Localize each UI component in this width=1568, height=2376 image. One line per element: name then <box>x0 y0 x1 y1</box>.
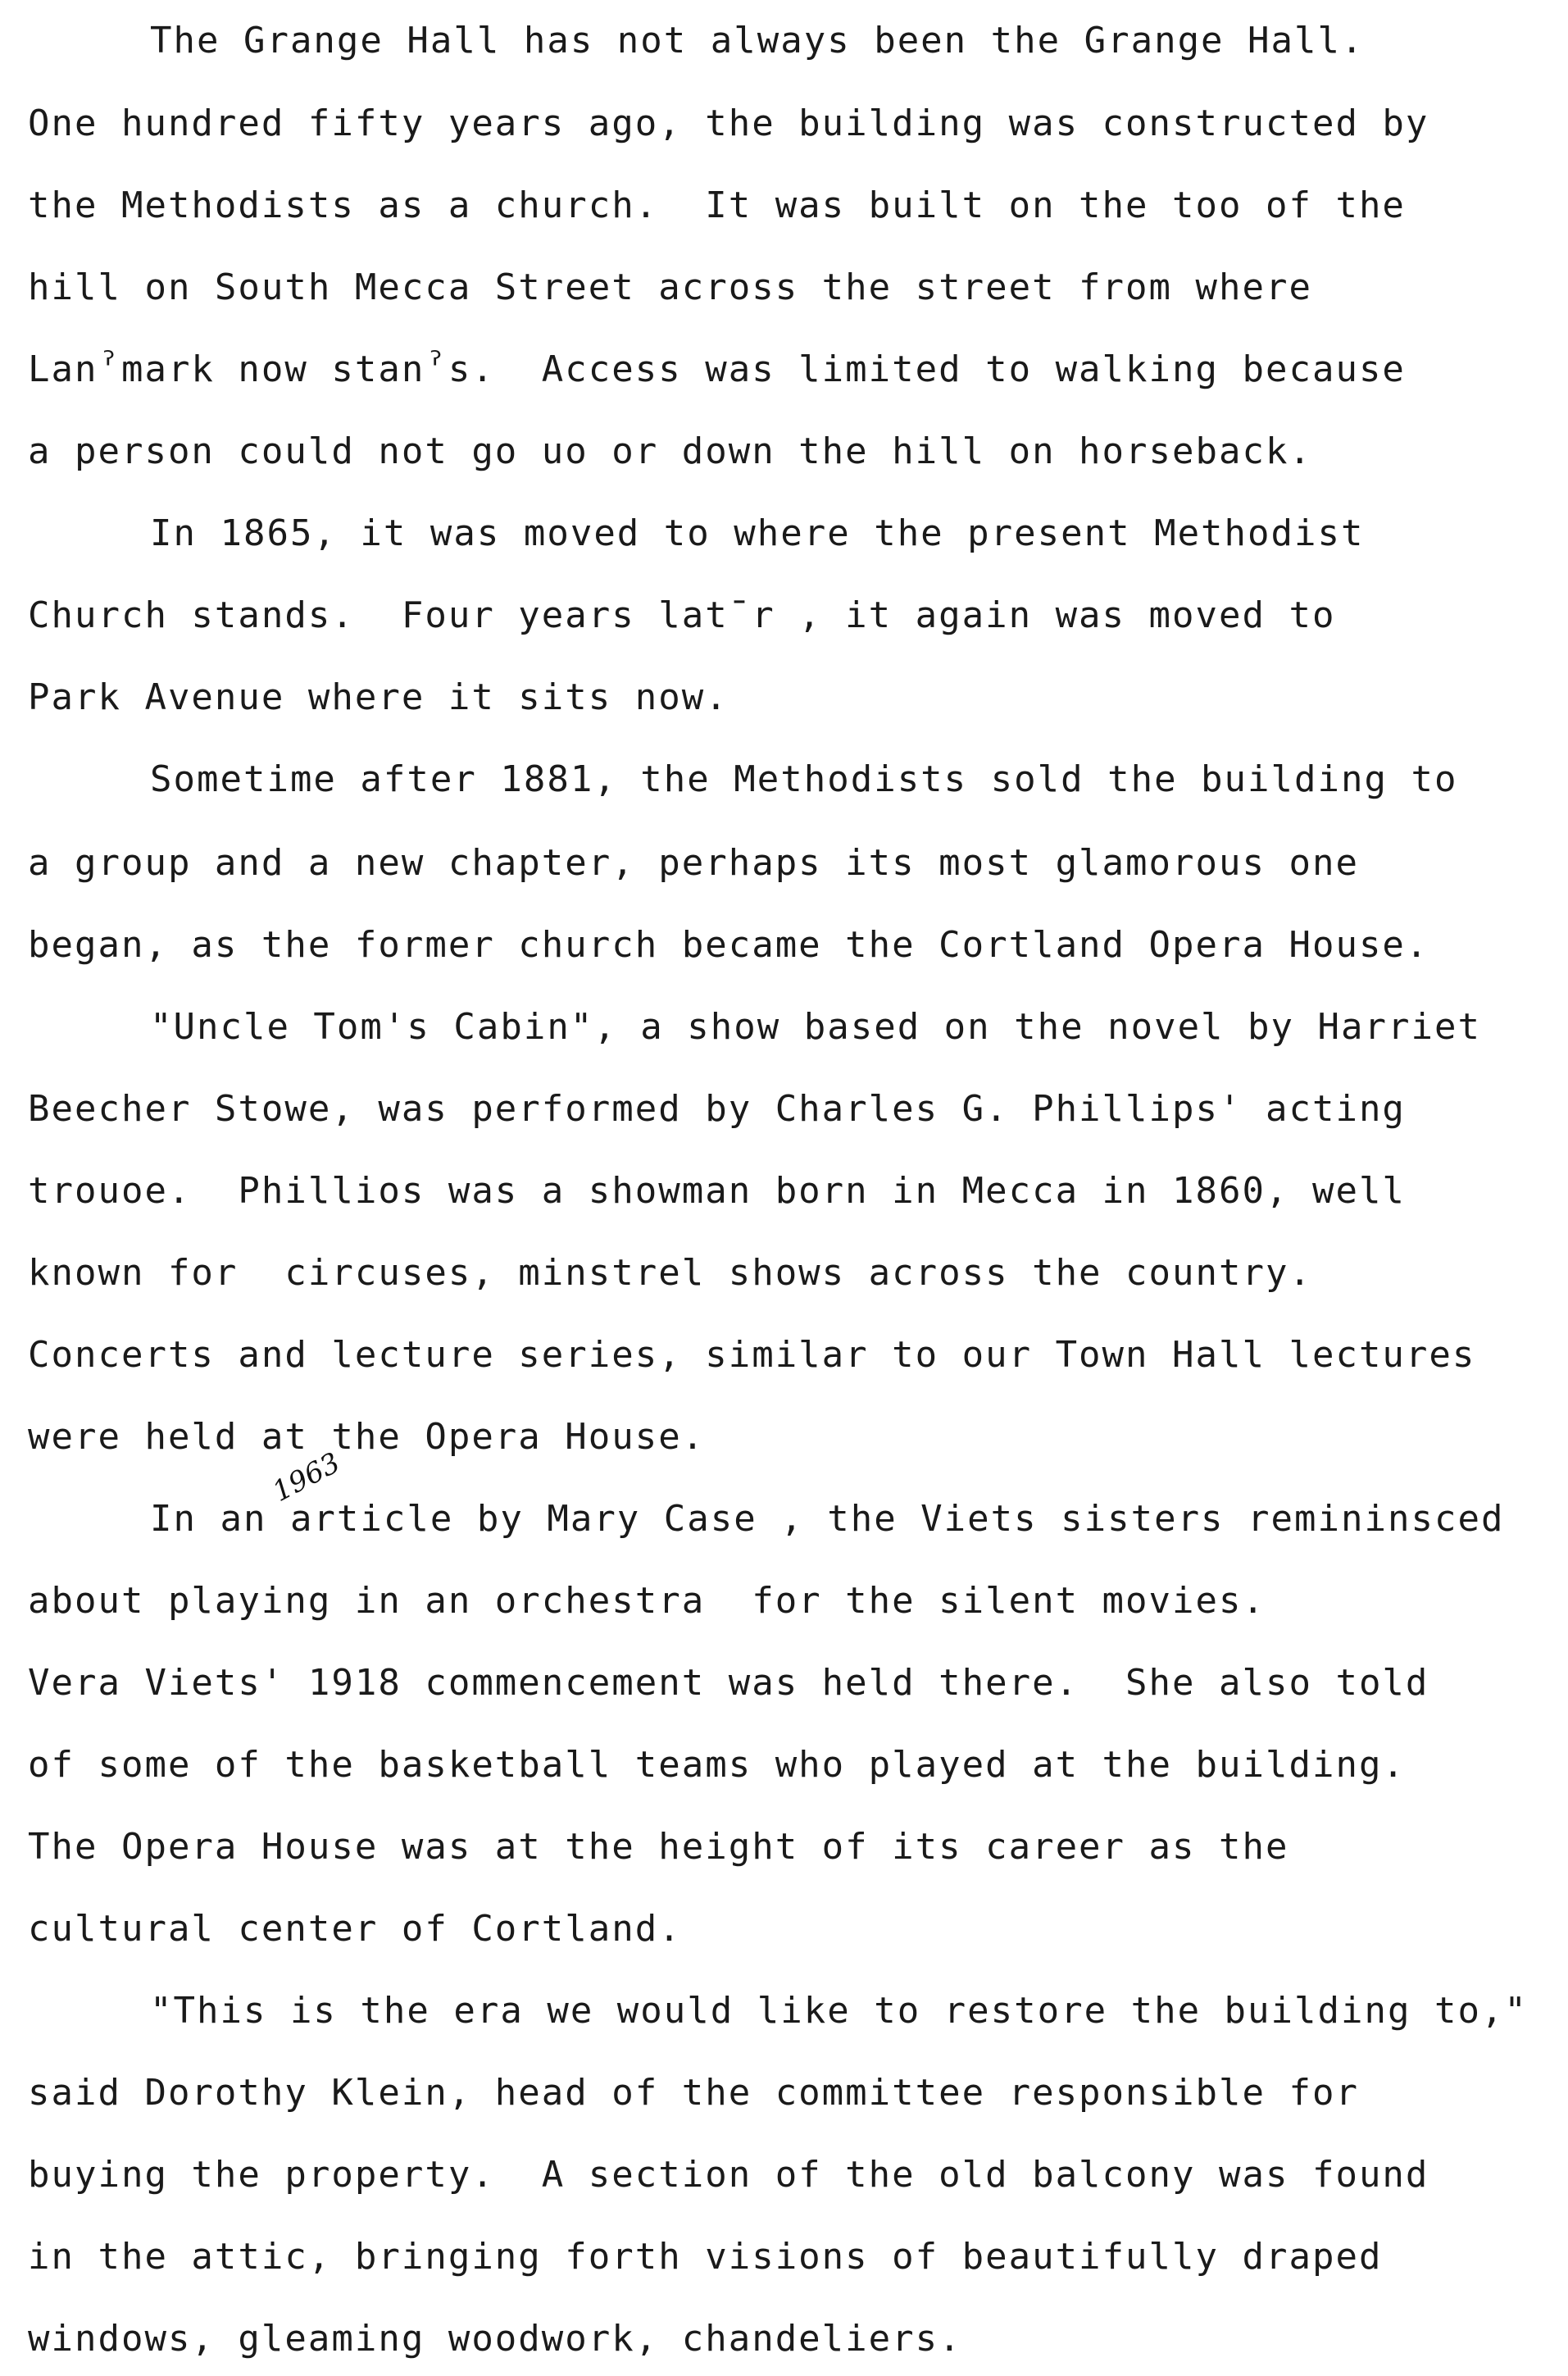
document-text-line: "Uncle Tom's Cabin", a show based on the novel by Harriet <box>150 1006 1481 1048</box>
document-text-line: a person could not go uo or down the hill on horseback. <box>28 430 1312 472</box>
document-text-line: The Grange Hall has not always been the Grange Hall. <box>150 20 1365 61</box>
document-text-line: Vera Viets' 1918 commencement was held there. She also told <box>28 1662 1429 1704</box>
document-text-line: In an article by Mary Case , the Viets sisters remininsced <box>150 1498 1505 1540</box>
document-text-line: Church stands. Four years latˉr , it again was moved to <box>28 594 1336 636</box>
document-text-line: The Opera House was at the height of its career as the <box>28 1826 1289 1868</box>
document-text-line: about playing in an orchestra for the silent movies. <box>28 1580 1266 1622</box>
document-text-line: In 1865, it was moved to where the present Methodist <box>150 512 1365 554</box>
document-text-line: cultural center of Cortland. <box>28 1908 682 1950</box>
handwritten-year-note: 1963 <box>267 1446 346 1509</box>
document-text-line: Park Avenue where it sits now. <box>28 676 729 718</box>
document-text-line: the Methodists as a church. It was built on the too of the <box>28 184 1406 226</box>
document-text-line: were held at the Opera House. <box>28 1416 706 1458</box>
document-text-line: known for circuses, minstrel shows across the country. <box>28 1252 1312 1294</box>
document-text-line: buying the property. A section of the old balcony was found <box>28 2154 1429 2196</box>
document-text-line: Beecher Stowe, was performed by Charles G. Phillips' acting <box>28 1088 1406 1130</box>
document-text-line: Lanˀmark now stanˀs. Access was limited to walking because <box>28 348 1406 390</box>
document-text-line: trouoe. Phillios was a showman born in Mecca in 1860, well <box>28 1170 1406 1212</box>
document-text-line: Concerts and lecture series, similar to our Town Hall lectures <box>28 1334 1476 1376</box>
document-text-line: "This is the era we would like to restore the building to," <box>150 1990 1528 2032</box>
document-text-line: hill on South Mecca Street across the street from where <box>28 266 1312 308</box>
document-text-line: began, as the former church became the Cortland Opera House. <box>28 924 1429 966</box>
document-text-line: windows, gleaming woodwork, chandeliers. <box>28 2318 962 2360</box>
document-text-line: in the attic, bringing forth visions of beautifully draped <box>28 2236 1383 2278</box>
document-text-line: Sometime after 1881, the Methodists sold the building to <box>150 758 1458 800</box>
document-text-line: One hundred fifty years ago, the building was constructed by <box>28 102 1429 144</box>
document-text-line: said Dorothy Klein, head of the committee responsible for <box>28 2072 1359 2114</box>
document-text-line: of some of the basketball teams who played at the building. <box>28 1744 1406 1786</box>
document-text-line: a group and a new chapter, perhaps its most glamorous one <box>28 842 1359 884</box>
